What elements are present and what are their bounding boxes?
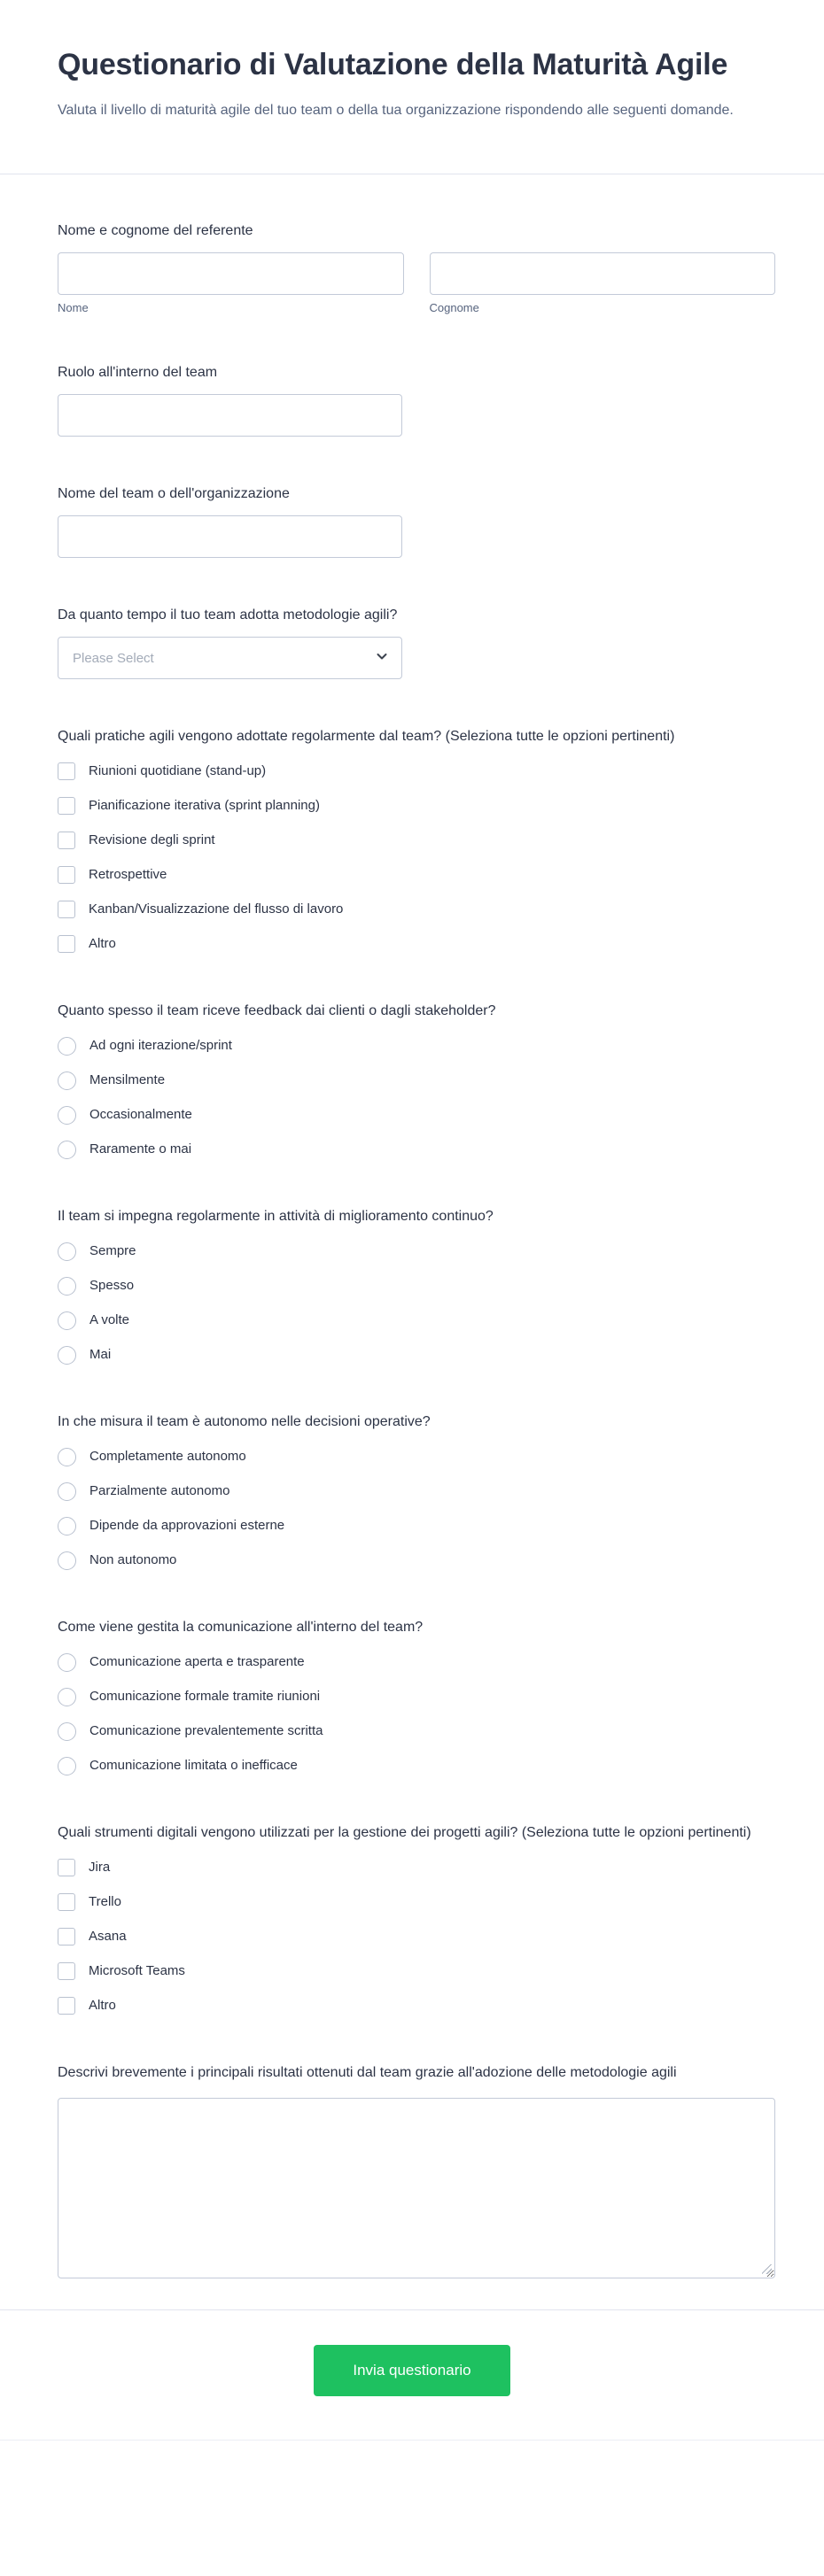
radio-list (58, 1652, 775, 1775)
option-label[interactable]: Completamente autonomo (89, 1449, 246, 1464)
option-label[interactable]: Altro (89, 1998, 116, 2013)
option-row (58, 1276, 775, 1296)
option-row (58, 1447, 775, 1466)
option-label[interactable]: Ad ogni iterazione/sprint (89, 1038, 232, 1053)
checkbox-list (58, 762, 775, 954)
question-ruolo (58, 362, 775, 437)
radio-option-2[interactable] (58, 1311, 76, 1330)
option-row (58, 1345, 775, 1365)
checkbox-option-3[interactable] (58, 1962, 75, 1980)
checkbox-option-1[interactable] (58, 797, 75, 815)
radio-option-3[interactable] (58, 1757, 76, 1775)
input-sublabel: Nome (58, 301, 89, 314)
option-label[interactable]: Riunioni quotidiane (stand-up) (89, 763, 267, 778)
option-label[interactable]: Retrospettive (89, 867, 167, 882)
submit-button[interactable]: Invia questionario (314, 2345, 510, 2396)
option-label[interactable]: Trello (89, 1894, 121, 1909)
question-label: Quali pratiche agili vengono adottate regolarmente dal team? (Seleziona tutte le opzioni pertinenti) (58, 729, 675, 744)
radio-option-1[interactable] (58, 1482, 76, 1501)
option-row (58, 1652, 775, 1672)
question-adozione-tempo (58, 605, 775, 679)
checkbox-option-0[interactable] (58, 1859, 75, 1876)
question-label: Quanto spesso il team riceve feedback dai clienti o dagli stakeholder? (58, 1003, 496, 1018)
radio-option-0[interactable] (58, 1448, 76, 1466)
question-risultati (58, 2062, 775, 2278)
option-row (58, 1105, 775, 1125)
option-label[interactable]: Comunicazione limitata o inefficace (89, 1758, 298, 1773)
option-row (58, 900, 775, 919)
option-row (58, 1071, 775, 1090)
radio-option-1[interactable] (58, 1071, 76, 1090)
radio-option-3[interactable] (58, 1346, 76, 1365)
option-row (58, 1242, 775, 1261)
option-label[interactable]: Comunicazione formale tramite riunioni (89, 1689, 321, 1704)
input-sublabel: Cognome (429, 301, 479, 314)
checkbox-option-3[interactable] (58, 866, 75, 884)
radio-option-1[interactable] (58, 1688, 76, 1706)
option-label[interactable]: Non autonomo (89, 1552, 177, 1567)
option-row (58, 796, 775, 816)
option-row (58, 1551, 775, 1570)
option-row (58, 1858, 775, 1877)
question-label: Il team si impegna regolarmente in attività di miglioramento continuo? (58, 1209, 494, 1224)
option-row (58, 1140, 775, 1159)
form-header (0, 0, 824, 122)
question-label: In che misura il team è autonomo nelle decisioni operative? (58, 1414, 431, 1429)
option-label[interactable]: Sempre (89, 1243, 136, 1258)
question-label: Quali strumenti digitali vengono utilizzati per la gestione dei progetti agili? (Seleziona tutte le opzioni pertinenti) (58, 1825, 751, 1840)
question-feedback-frequenza (58, 1001, 775, 1159)
fullname-col (58, 252, 404, 315)
question-risultati-textarea[interactable] (58, 2098, 775, 2278)
radio-list (58, 1036, 775, 1159)
questions (0, 174, 824, 2278)
radio-option-2[interactable] (58, 1722, 76, 1741)
option-label[interactable]: Spesso (89, 1278, 135, 1293)
option-label[interactable]: Altro (89, 936, 116, 951)
question-label: Nome del team o dell'organizzazione (58, 486, 290, 501)
radio-list (58, 1447, 775, 1570)
radio-option-0[interactable] (58, 1242, 76, 1261)
option-row (58, 1311, 775, 1330)
option-row (58, 1892, 775, 1912)
radio-option-0[interactable] (58, 1037, 76, 1056)
checkbox-option-2[interactable] (58, 1928, 75, 1946)
option-label[interactable]: Dipende da approvazioni esterne (89, 1518, 285, 1533)
page-description: Valuta il livello di maturità agile del tuo team o della tua organizzazione rispondendo alle seguenti domande. (58, 103, 734, 118)
option-label[interactable]: Pianificazione iterativa (sprint planning) (89, 798, 320, 813)
option-label[interactable]: Microsoft Teams (89, 1963, 185, 1978)
last-name-input[interactable] (430, 252, 776, 295)
option-label[interactable]: Mensilmente (89, 1072, 166, 1087)
question-label: Ruolo all'interno del team (58, 365, 218, 380)
option-row (58, 831, 775, 850)
option-label[interactable]: Parzialmente autonomo (89, 1483, 230, 1498)
radio-option-3[interactable] (58, 1551, 76, 1570)
radio-option-2[interactable] (58, 1517, 76, 1536)
radio-option-0[interactable] (58, 1653, 76, 1672)
option-row (58, 1481, 775, 1501)
option-row (58, 762, 775, 781)
option-label[interactable]: Occasionalmente (89, 1107, 192, 1122)
fullname-row (58, 252, 775, 315)
option-label[interactable]: Revisione degli sprint (89, 832, 215, 847)
option-label[interactable]: Jira (89, 1860, 111, 1875)
question-label: Nome e cognome del referente (58, 223, 253, 238)
question-adozione-tempo-dropdown[interactable] (58, 637, 402, 679)
radio-option-3[interactable] (58, 1141, 76, 1159)
option-row (58, 865, 775, 885)
checkbox-list (58, 1858, 775, 2015)
radio-option-2[interactable] (58, 1106, 76, 1125)
question-team-name (58, 483, 775, 558)
checkbox-option-1[interactable] (58, 1893, 75, 1911)
option-row (58, 1961, 775, 1981)
checkbox-option-0[interactable] (58, 762, 75, 780)
option-row (58, 1927, 775, 1946)
question-referente-name (58, 220, 775, 315)
first-name-input[interactable] (58, 252, 404, 295)
checkbox-option-4[interactable] (58, 1997, 75, 2015)
option-label[interactable]: A volte (89, 1312, 130, 1327)
question-team-name-input[interactable] (58, 515, 402, 558)
option-label[interactable]: Raramente o mai (89, 1141, 192, 1156)
option-label[interactable]: Comunicazione prevalentemente scritta (89, 1723, 323, 1738)
checkbox-option-2[interactable] (58, 832, 75, 849)
fullname-col (430, 252, 776, 315)
option-row (58, 1756, 775, 1775)
select-value: Please Select (73, 650, 154, 666)
page-title: Questionario di Valutazione della Maturità Agile (58, 48, 728, 81)
question-pratiche-agili (58, 726, 775, 954)
option-row (58, 1036, 775, 1056)
option-row (58, 1721, 775, 1741)
textarea-wrap (58, 2098, 775, 2278)
radio-list (58, 1242, 775, 1365)
question-strumenti-digitali (58, 1822, 775, 2015)
option-label[interactable]: Comunicazione aperta e trasparente (89, 1654, 305, 1669)
question-miglioramento-continuo (58, 1206, 775, 1365)
question-comunicazione (58, 1617, 775, 1775)
option-row (58, 1516, 775, 1536)
question-label: Da quanto tempo il tuo team adotta metodologie agili? (58, 607, 398, 623)
question-autonomia-decisioni (58, 1412, 775, 1570)
question-label: Descrivi brevemente i principali risultati ottenuti dal team grazie all'adozione delle metodologie agili (58, 2065, 677, 2080)
option-row (58, 934, 775, 954)
option-label[interactable]: Asana (89, 1929, 127, 1944)
chevron-down-icon (375, 649, 389, 668)
option-label[interactable]: Kanban/Visualizzazione del flusso di lavoro (89, 901, 344, 917)
question-label: Come viene gestita la comunicazione all'interno del team? (58, 1620, 424, 1635)
radio-option-1[interactable] (58, 1277, 76, 1296)
checkbox-option-4[interactable] (58, 901, 75, 918)
option-row (58, 1687, 775, 1706)
checkbox-option-5[interactable] (58, 935, 75, 953)
option-row (58, 1996, 775, 2015)
option-label[interactable]: Mai (89, 1347, 112, 1362)
question-ruolo-input[interactable] (58, 394, 402, 437)
submit-area (0, 2309, 824, 2441)
